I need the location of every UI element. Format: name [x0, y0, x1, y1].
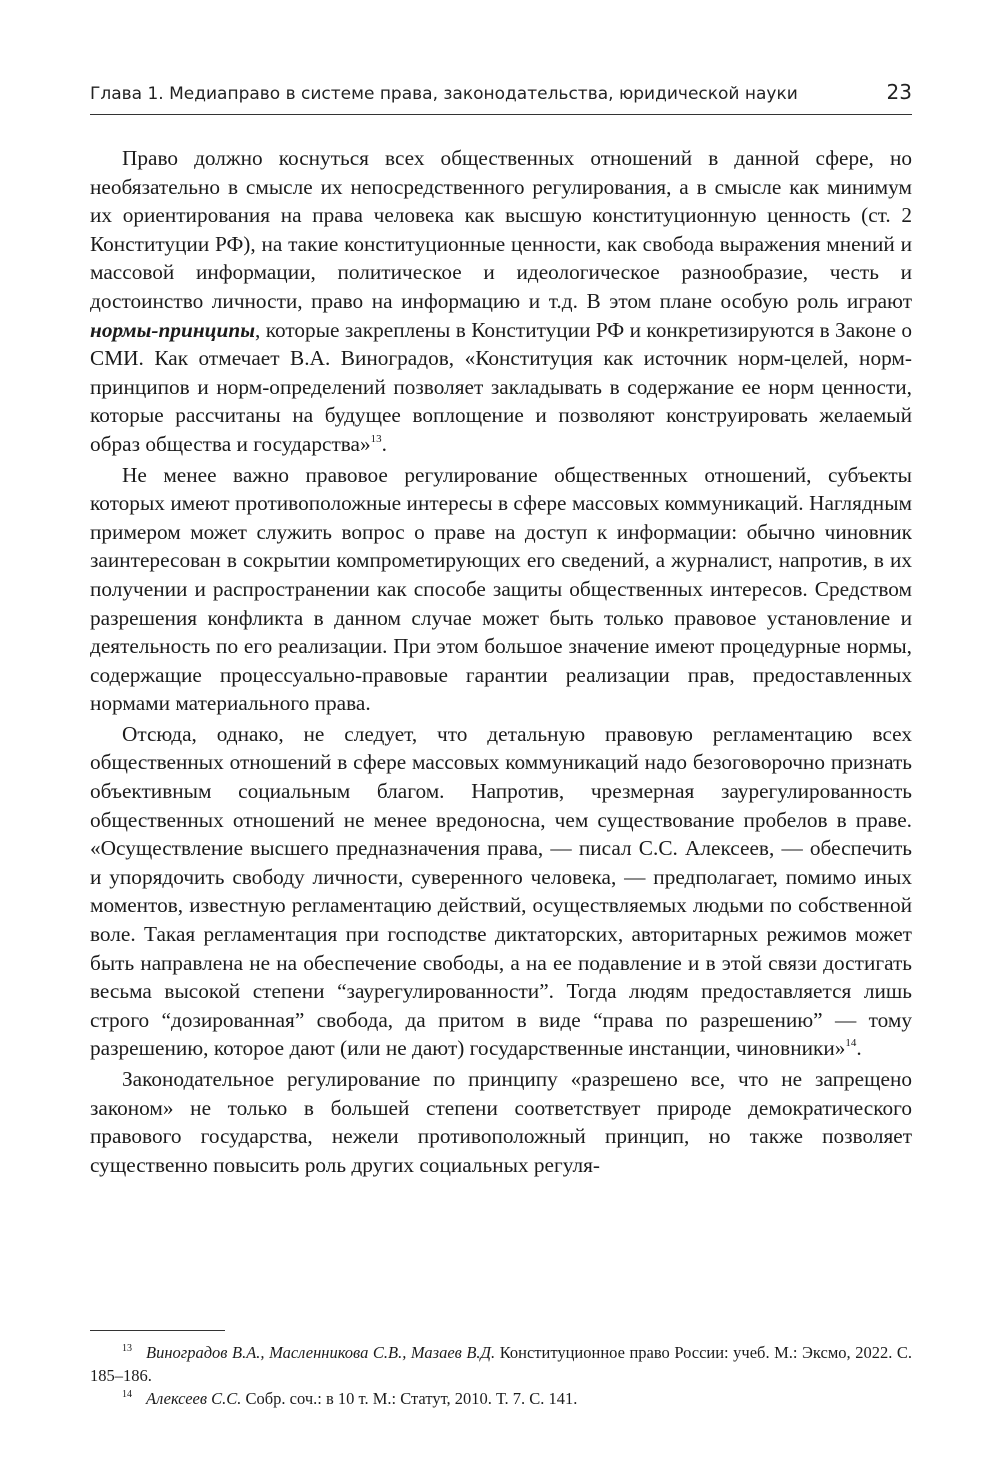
footnotes: [90, 1341, 912, 1410]
paragraph-3-end: .: [856, 1036, 862, 1061]
paragraph-1: [90, 144, 912, 459]
footnote-14: [90, 1387, 912, 1410]
footnote-rule: [90, 1330, 225, 1331]
footnote-text: Конституционное право России: учеб. М.: Эксмо, 2022. С. 185–186.: [90, 1343, 912, 1385]
paragraph-3-text: Отсюда, однако, не следует, что детальную правовую регламентацию всех общественных отношений в сфере массовых коммуникаций надо безоговорочно признать объективным социальным благом. Напротив, чрезмерная заурегулированность общественных отношений не менее вредоносна, чем существование пробелов в праве. «Осуществление высшего предназначения права, — писал С.С. Алексеев, — обеспечить и упорядочить свободу личности, суверенного человека, — предполагает, помимо иных моментов, известную регламентацию действий, осуществляемых людьми по собственной воле. Такая регламентация при господстве диктаторских, авторитарных режимов может быть направлена не на обеспечение свободы, а на ее подавление и в этой связи достигать весьма высокой степени “заурегулированности”. Тогда людям предоставляется лишь строго “дозированная” свобода, да притом в виде “права по разрешению” — тому разрешению, которое дают (или не дают) государственные инстанции, чиновники»: [90, 721, 912, 1061]
page-number: 23: [886, 80, 912, 104]
paragraph-1-end: .: [381, 431, 387, 456]
footnote-text: Собр. соч.: в 10 т. М.: Статут, 2010. Т. 7. С. 141.: [241, 1389, 578, 1408]
paragraph-3: [90, 720, 912, 1063]
paragraph-4: Законодательное регулирование по принципу «разрешено все, что не запрещено законом» не только в большей степени соответствует природе демократического правового государства, нежели противоположный принцип, но также позволяет существенно повысить роль других социальных регуля-: [90, 1067, 912, 1177]
main-text: [90, 144, 912, 1181]
footnote-13: [90, 1341, 912, 1387]
emphasized-term: нормы-принципы: [90, 317, 255, 342]
running-header: [90, 80, 912, 110]
footnote-ref-13[interactable]: 13: [370, 432, 382, 445]
footnote-authors: Алексеев С.С.: [146, 1389, 242, 1408]
paragraph-2: Не менее важно правовое регулирование общественных отношений, субъекты которых имеют противоположные интересы в сфере массовых коммуникаций. Наглядным примером может служить вопрос о праве на доступ к информации: обычно чиновник заинтересован в сокрытии компрометирующих его сведений, а журналист, напротив, в их получении и распространении как способе защиты общественных интересов. Средством разрешения конфликта в данном случае может быть только правовое установление и деятельность по его реализации. При этом большое значение имеют процедурные нормы, содержащие процессуально-правовые гарантии реализации прав, предоставленных нормами материального права.: [90, 462, 912, 716]
footnote-number: 13: [122, 1343, 132, 1354]
chapter-title: Глава 1. Медиаправо в системе права, законодательства, юридической науки: [90, 84, 798, 104]
header-rule: [90, 114, 912, 115]
footnote-ref-14[interactable]: 14: [845, 1037, 857, 1050]
footnote-authors: Виноградов В.А., Масленникова С.В., Мазаев В.Д.: [146, 1343, 496, 1362]
paragraph-1-text: Право должно коснуться всех общественных отношений в данной сфере, но необязательно в смысле их непосредственного регулирования, а в смысле как минимум их ориентирования на права человека как высшую конституционную ценность (ст. 2 Конституции РФ), на такие конституционные ценности, как свобода выражения мнений и массовой информации, политическое и идеологическое разнообразие, честь и достоинство личности, право на информацию и т.д. В этом плане особую роль играют: [90, 146, 912, 313]
paragraph-1-continuation: , которые закреплены в Конституции РФ и конкретизируются в Законе о СМИ. Как отмечает В.А. Виноградов, «Конституция как источник норм-целей, норм-принципов и норм-определений позволяет закладывать в содержание ее норм ценности, которые рассчитаны на будущее воплощение и позволяют конструировать желаемый образ общества и государства»: [90, 317, 912, 456]
footnote-number: 14: [122, 1389, 132, 1400]
